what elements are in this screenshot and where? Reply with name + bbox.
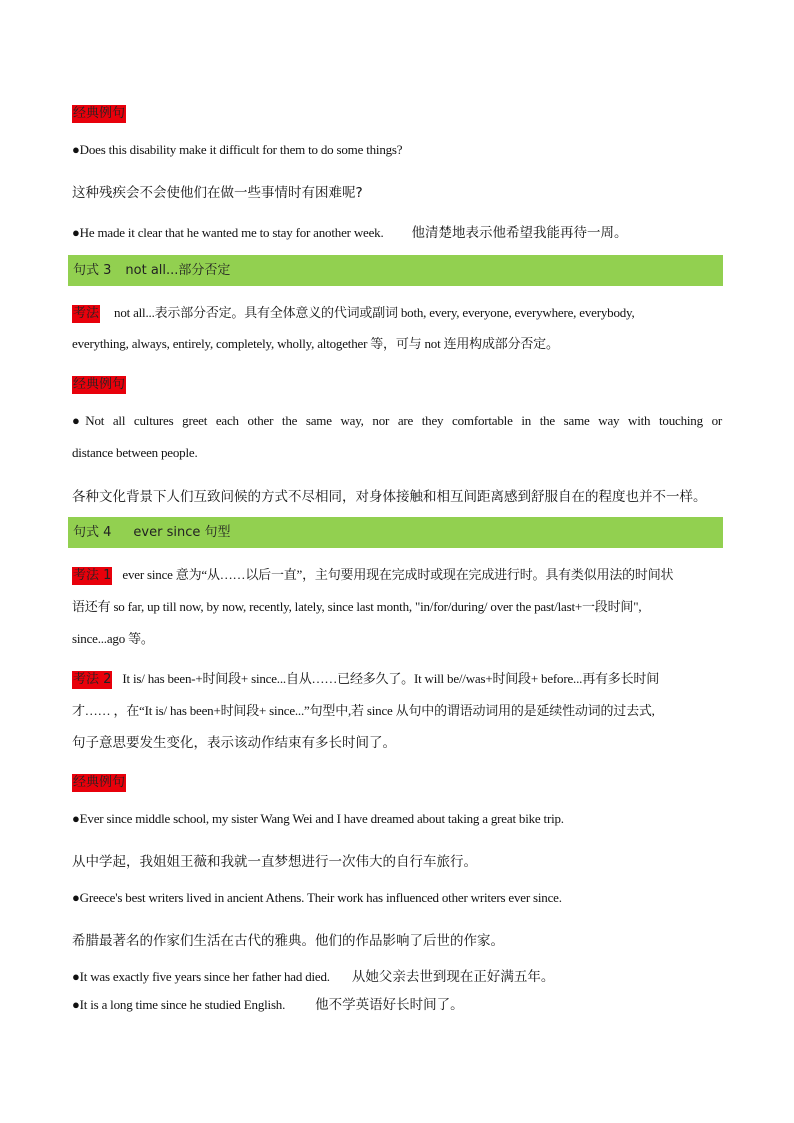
example-sentence-zh: 从中学起，我姐姐王薇和我就一直梦想进行一次伟大的自行车旅行。 (72, 854, 477, 870)
example-sentence-en: ●Ever since middle school, my sister Wang Wei and I have dreamed about taking a great bike trip. (72, 811, 564, 826)
example-sentence-zh: 从她父亲去世到现在正好满五年。 (351, 969, 555, 985)
example-heading (72, 102, 126, 123)
example-sentence-pair (72, 993, 464, 1013)
section-label: 句式 3 (73, 263, 112, 278)
example-sentence-en: ●Not all cultures greet each other the same way, nor are they comfortable in the same way with touching or (72, 413, 722, 428)
example-sentence-zh: 他清楚地表示他希望我能再待一周。 (411, 225, 628, 241)
section-label: 句式 4 (73, 525, 112, 540)
example-tag: 经典例句 (73, 106, 126, 121)
usage-text: It is/ has been-+时间段+ since...自从……已经多久了。It will be//was+时间段+ before...再有多长时间 (122, 671, 659, 686)
example-sentence-zh: 这种残疾会不会使他们在做一些事情时有困难呢? (72, 185, 363, 201)
usage-text: everything, always, entirely, completely, wholly, altogether 等，可与 not 连用构成部分否定。 (72, 336, 559, 351)
example-sentence-en: distance between people. (72, 445, 198, 460)
example-sentence-pair (72, 221, 628, 241)
usage-text: 语还有 so far, up till now, by now, recently, lately, since last month, "in/for/during/ over the past/last+一段时间", (72, 599, 642, 614)
usage-line (72, 302, 635, 323)
example-sentence-en: ●He made it clear that he wanted me to stay for another week. (72, 225, 384, 240)
usage-text: not all...表示部分否定。具有全体意义的代词或副词 both, every, everyone, everywhere, everybody, (114, 305, 635, 320)
example-tag: 经典例句 (73, 377, 126, 392)
section-title: not all...部分否定 (125, 263, 231, 278)
section-band-4 (68, 517, 723, 548)
usage-text: ever since 意为“从……以后一直”，主句要用现在完成时或现在完成进行时。具有类似用法的时间状 (122, 567, 674, 582)
usage-line (72, 668, 659, 689)
usage-tag: 考法 (73, 306, 100, 321)
section-band-3 (68, 255, 723, 286)
usage-line (72, 564, 673, 585)
example-sentence-en: ●Does this disability make it difficult for them to do some things? (72, 142, 403, 157)
example-sentence-en: ●It is a long time since he studied English. (72, 997, 286, 1012)
example-sentence-zh: 希腊最著名的作家们生活在古代的雅典。他们的作品影响了后世的作家。 (72, 933, 504, 949)
usage-text: 句子意思要发生变化，表示该动作结束有多长时间了。 (72, 735, 396, 751)
usage-tag: 考法 1 (73, 568, 112, 583)
section-title: ever since 句型 (133, 525, 231, 540)
usage-text: 才…… ，在“It is/ has been+时间段+ since...”句型中,若 since 从句中的谓语动词用的是延续性动词的过去式, (72, 703, 655, 718)
example-tag: 经典例句 (73, 775, 126, 790)
example-sentence-pair (72, 965, 554, 985)
example-heading (72, 771, 126, 792)
example-heading (72, 373, 126, 394)
usage-text: since...ago 等。 (72, 631, 154, 646)
example-sentence-zh: 他不学英语好长时间了。 (315, 997, 464, 1013)
example-sentence-en: ●It was exactly five years since her father had died. (72, 969, 330, 984)
usage-tag: 考法 2 (73, 672, 112, 687)
example-sentence-zh: 各种文化背景下人们互致问候的方式不尽相同，对身体接触和相互间距离感到舒服自在的程度也并不一样。 (72, 489, 707, 505)
example-sentence-en: ●Greece's best writers lived in ancient Athens. Their work has influenced other writers ever since. (72, 890, 562, 905)
